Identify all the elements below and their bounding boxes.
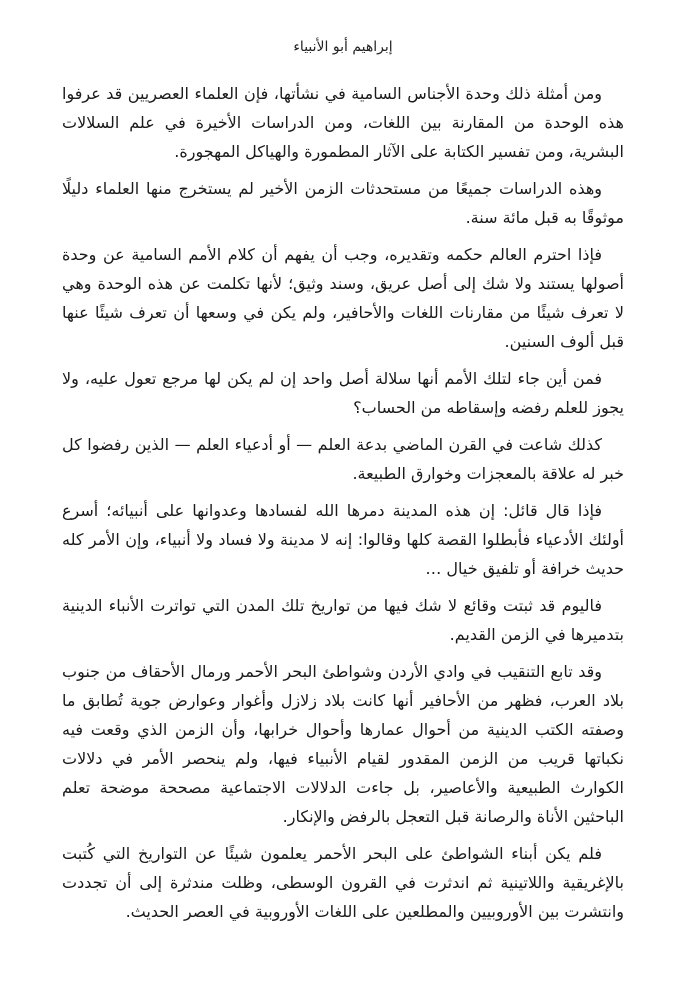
paragraph: فلم يكن أبناء الشواطئ على البحر الأحمر يعلمون شيئًا عن التواريخ التي كُتبت بالإغريقية واللاتينية ثم اندثرت في القرون الوسطى، وظلت مندثرة إلى أن تجددت وانتشرت بين الأوروبيين والمطلعين على اللغات الأوروبية في العصر الحديث. [62, 844, 624, 921]
paragraph: فاليوم قد ثبتت وقائع لا شك فيها من تواريخ تلك المدن التي تواترت الأنباء الدينية بتدميرها في الزمن القديم. [62, 596, 624, 644]
paragraph: وقد تابع التنقيب في وادي الأردن وشواطئ البحر الأحمر ورمال الأحقاف من جنوب بلاد العرب، فظهر من الأحافير أنها كانت بلاد زلازل وأغوار وعوارض جوية تُطابق ما وصفته الكتب الدينية من أحوال عمارها وأحوال خرابها، وأن الزمن الذي وقعت فيه نكباتها قريب من الزمن المقدور لقيام الأنبياء فيها، ولم ينحصر الأمر في دلالات الكوارث الطبيعية والأعاصير، بل جاءت الدلالات الاجتماعية مصححة موضحة تعلم الباحثين الأناة والرصانة قبل التعجل بالرفض والإنكار. [62, 662, 624, 826]
paragraph: فإذا احترم العالم حكمه وتقديره، وجب أن يفهم أن كلام الأمم السامية عن وحدة أصولها يستند ولا شك إلى أصل عريق، وسند وثيق؛ لأنها تكلمت عن هذه الوحدة وهي لا تعرف شيئًا من مقارنات اللغات والأحافير، ولم يكن في وسعها أن تعرف شيئًا عنها قبل ألوف السنين. [62, 245, 624, 351]
paragraph: كذلك شاعت في القرن الماضي بدعة العلم — أو أدعياء العلم — الذين رفضوا كل خبر له علاقة بالمعجزات وخوارق الطبيعة. [62, 435, 624, 483]
running-header: إبراهيم أبو الأنبياء [293, 39, 393, 55]
paragraph: ومن أمثلة ذلك وحدة الأجناس السامية في نشأتها، فإن العلماء العصريين قد عرفوا هذه الوحدة من المقارنة بين اللغات، ومن الدراسات الأخيرة في علم السلالات البشرية، ومن تفسير الكتابة على الآثار المطمورة والهياكل المهجورة. [62, 84, 624, 161]
body-text [62, 79, 624, 926]
paragraph: وهذه الدراسات جميعًا من مستحدثات الزمن الأخير لم يستخرج منها العلماء دليلًا موثوقًا به قبل مائة سنة. [62, 179, 624, 227]
paragraph: فمن أين جاء لتلك الأمم أنها سلالة أصل واحد إن لم يكن لها مرجع تعول عليه، ولا يجوز للعلم رفضه وإسقاطه من الحساب؟ [62, 369, 624, 417]
paragraph: فإذا قال قائل: إن هذه المدينة دمرها الله لفسادها وعدوانها على أنبيائه؛ أسرع أولئك الأدعياء فأبطلوا القصة كلها وقالوا: إنه لا مدينة ولا فساد ولا أنبياء، وإن الأمر كله حديث خرافة أو تلفيق خيال … [62, 501, 624, 578]
book-page [62, 0, 624, 1000]
